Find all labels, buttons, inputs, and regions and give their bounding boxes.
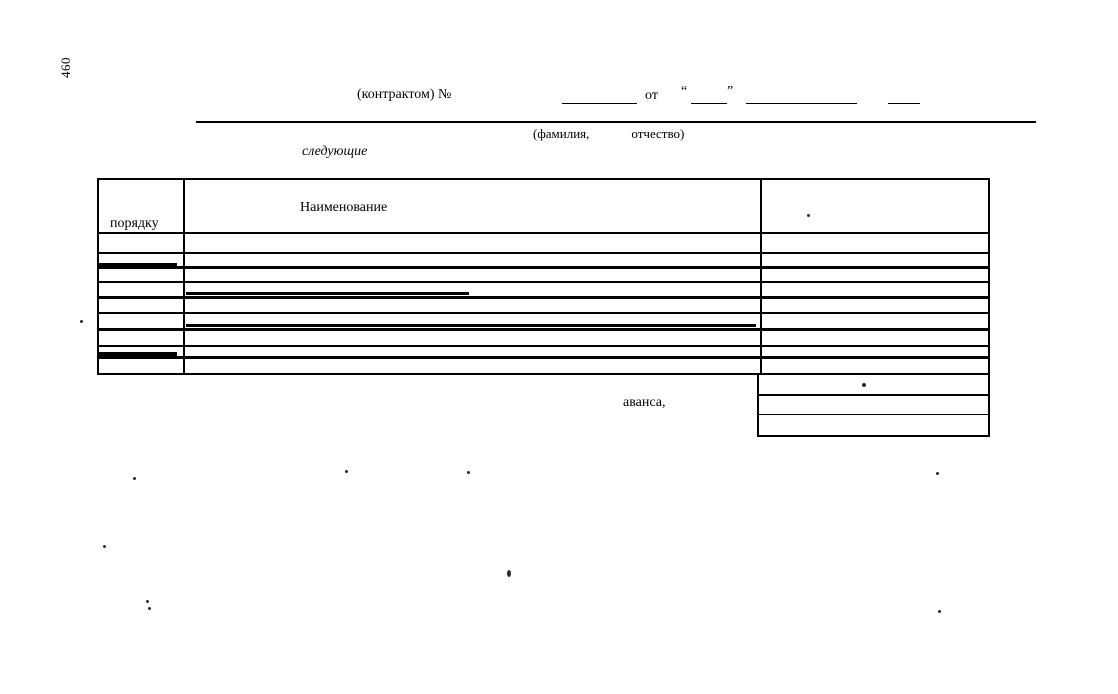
quote-close: ” [727, 84, 734, 99]
scan-speck [148, 607, 151, 610]
month-blank [746, 103, 857, 104]
table-row-rule-heavy [97, 352, 177, 357]
table-row-rule-heavy [186, 292, 469, 295]
quote-open: “ [681, 84, 688, 99]
contract-number-blank [562, 103, 637, 104]
totals-box-right-border [988, 374, 990, 437]
scan-speck [807, 214, 810, 217]
scan-speck [345, 470, 348, 473]
table-row-rule-heavy [186, 324, 756, 327]
table-row-rule [97, 232, 990, 234]
totals-box-rule [757, 414, 990, 415]
following-label: следующие [302, 144, 368, 159]
table-row-rule [97, 356, 990, 359]
scan-speck [467, 471, 470, 474]
scan-speck [103, 545, 106, 548]
scan-speck [146, 600, 149, 603]
advance-label: аванса, [623, 395, 666, 410]
table-row-rule [97, 345, 990, 347]
table-row-rule [97, 296, 990, 299]
table-header-name: Наименование [300, 200, 388, 215]
contract-number-label: (контрактом) № [357, 87, 452, 102]
table-row-rule [97, 252, 990, 254]
totals-box-left-border [757, 374, 759, 437]
table-row-rule-heavy [97, 263, 177, 267]
scan-speck [862, 383, 866, 387]
totals-box-rule [757, 394, 990, 396]
totals-box [757, 374, 990, 437]
table-row-rule [97, 328, 990, 331]
table-top-border [97, 178, 990, 180]
table-row-rule [97, 281, 990, 283]
scan-speck [133, 477, 136, 480]
table-header-order: порядку [110, 216, 159, 231]
totals-box-bottom-border [757, 435, 990, 437]
fio-caption-part2: отчество) [631, 126, 685, 141]
year-blank [888, 103, 920, 104]
fio-caption-part1: (фамилия, [533, 126, 590, 141]
scan-speck [507, 570, 511, 577]
fio-underline [196, 121, 1036, 123]
scan-speck [936, 472, 939, 475]
table-row-rule [97, 266, 990, 269]
fio-caption [533, 126, 684, 142]
table-row-rule [97, 312, 990, 314]
from-label: от [645, 88, 658, 103]
day-blank [691, 103, 727, 104]
scan-speck [938, 610, 941, 613]
scan-speck [80, 320, 83, 323]
side-archive-code: 460 [58, 57, 73, 78]
